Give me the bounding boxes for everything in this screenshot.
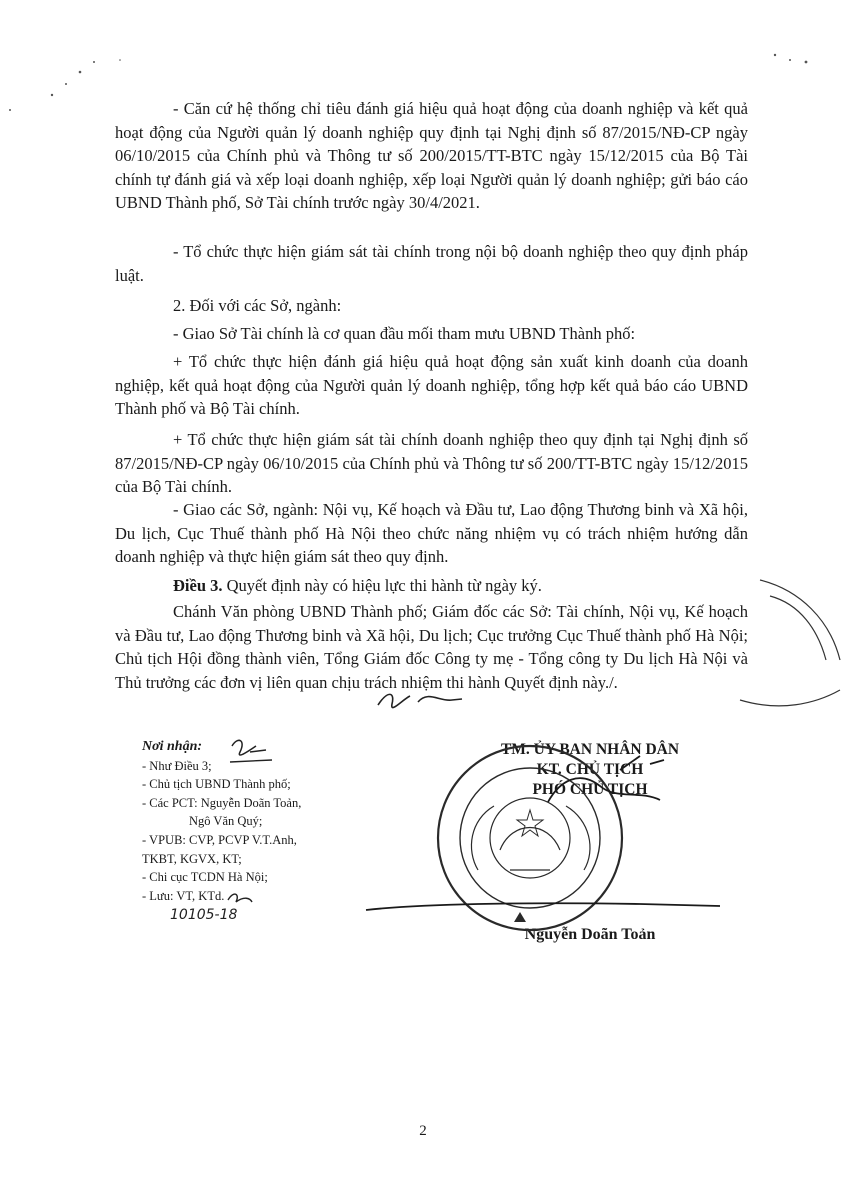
paragraph-financial-supervision: + Tổ chức thực hiện giám sát tài chính doanh nghiệp theo quy định tại Nghị định số 87/2015/NĐ-CP ngày 06/10/2015 của Chính phủ và Thông tư số 200/TT-BTC ngày 15/12/2015 của Bộ Tài chính. — [115, 430, 748, 496]
paragraph-departments-heading: 2. Đối với các Sở, ngành: — [173, 296, 342, 315]
signature-line-2: KT. CHỦ TỊCH — [536, 761, 644, 778]
recipient-item: - VPUB: CVP, PCVP V.T.Anh, — [142, 832, 297, 847]
signature-underline — [366, 903, 720, 910]
paragraph-finance-department: - Giao Sở Tài chính là cơ quan đầu mối tham mưu UBND Thành phố: — [173, 324, 636, 343]
article-3-label: Điều 3. — [173, 576, 223, 595]
signature-line-1: TM. ỦY BAN NHÂN DÂN — [500, 741, 680, 758]
recipients-title: Nơi nhận: — [142, 739, 203, 754]
signer-name: Nguyễn Doãn Toản — [524, 926, 656, 943]
signature-block — [440, 740, 740, 800]
paragraph-responsibility: Chánh Văn phòng UBND Thành phố; Giám đốc các Sở: Tài chính, Nội vụ, Kế hoạch và Đầu tư, Lao động Thương binh và Xã hội, Du lịch; Cục trưởng Cục Thuế thành phố Hà Nội; Chủ tịch Hội đồng thành viên, Tổng Giám đốc Công ty mẹ - Tổng công ty Du lịch Hà Nội và Thủ trưởng các đơn vị liên quan chịu trách nhiệm thi hành Quyết định này./. — [115, 602, 748, 692]
recipient-item: - Như Điều 3; — [142, 758, 212, 773]
paragraph-internal-supervision: - Tổ chức thực hiện giám sát tài chính trong nội bộ doanh nghiệp theo quy định pháp luật. — [115, 242, 748, 285]
page-number: 2 — [419, 1123, 427, 1139]
recipient-item: - Chủ tịch UBND Thành phố; — [142, 777, 291, 792]
recipients-block — [142, 738, 372, 905]
paragraph-self-assessment: - Căn cứ hệ thống chỉ tiêu đánh giá hiệu quả hoạt động của doanh nghiệp và kết quả hoạt động của Người quản lý doanh nghiệp quy định tại Nghị định số 87/2015/NĐ-CP ngày 06/10/2015 của Chính phủ và Thông tư số 200/2015/TT-BTC ngày 15/12/2015 của Bộ Tài chính tự đánh giá và xếp loại doanh nghiệp, xếp loại Người quản lý doanh nghiệp; gửi báo cáo UBND Thành phố, Sở Tài chính trước ngày 30/4/2021. — [115, 99, 748, 212]
edge-seal — [740, 580, 840, 706]
recipient-item: TKBT, KGVX, KT; — [142, 851, 242, 866]
article-3-text: Quyết định này có hiệu lực thi hành từ ngày ký. — [222, 576, 542, 595]
signature-line-3: PHÓ CHỦ TỊCH — [532, 781, 648, 798]
recipient-item: - Chi cục TCDN Hà Nội; — [142, 870, 268, 885]
handwritten-initial — [378, 694, 462, 707]
recipient-item: Ngô Văn Quý; — [189, 814, 263, 829]
handwritten-code: 10105-18 — [170, 907, 238, 923]
recipient-item: - Lưu: VT, KTd. — [142, 888, 225, 903]
paragraph-performance-evaluation: + Tổ chức thực hiện đánh giá hiệu quả hoạt động sản xuất kinh doanh của doanh nghiệp, kết quả hoạt động của Người quản lý doanh nghiệp, tổng hợp kết quả báo cáo UBND Thành phố và Bộ Tài chính. — [115, 352, 748, 418]
paragraph-article-3 — [115, 574, 748, 598]
recipient-item: - Các PCT: Nguyễn Doãn Toản, — [142, 795, 302, 810]
paragraph-other-departments: - Giao các Sở, ngành: Nội vụ, Kế hoạch và Đầu tư, Lao động Thương binh và Xã hội, Du lịch, Cục Thuế thành phố Hà Nội theo chức năng nhiệm vụ có trách nhiệm hướng dẫn doanh nghiệp và thực hiện giám sát theo quy định. — [115, 500, 748, 566]
